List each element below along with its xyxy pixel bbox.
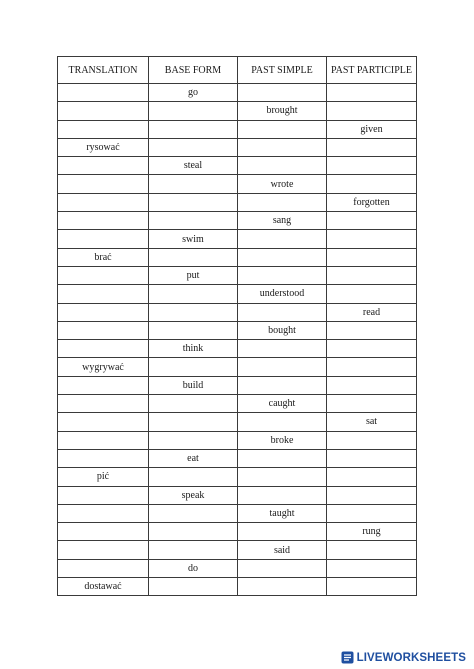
past-participle-cell[interactable] [327, 541, 417, 559]
base-form-cell: speak [149, 486, 238, 504]
past-simple-cell[interactable] [238, 193, 327, 211]
base-form-cell: swim [149, 230, 238, 248]
past-participle-cell[interactable] [327, 449, 417, 467]
past-participle-cell[interactable] [327, 486, 417, 504]
past-participle-cell: given [327, 120, 417, 138]
past-simple-cell[interactable] [238, 303, 327, 321]
past-simple-cell: brought [238, 102, 327, 120]
table-row [58, 212, 417, 230]
past-simple-cell[interactable] [238, 578, 327, 596]
table-row [58, 523, 417, 541]
translation-cell[interactable] [58, 303, 149, 321]
base-form-cell[interactable] [149, 431, 238, 449]
table-row [58, 468, 417, 486]
translation-cell[interactable] [58, 395, 149, 413]
table-row [58, 486, 417, 504]
past-simple-cell[interactable] [238, 486, 327, 504]
past-simple-cell[interactable] [238, 523, 327, 541]
irregular-verbs-table [57, 56, 417, 596]
table-row [58, 358, 417, 376]
translation-cell[interactable] [58, 84, 149, 102]
base-form-cell[interactable] [149, 285, 238, 303]
translation-cell[interactable] [58, 541, 149, 559]
past-simple-cell: taught [238, 504, 327, 522]
base-form-cell[interactable] [149, 395, 238, 413]
past-simple-cell: caught [238, 395, 327, 413]
table-row [58, 102, 417, 120]
past-participle-cell[interactable] [327, 248, 417, 266]
base-form-cell: build [149, 376, 238, 394]
past-participle-cell[interactable] [327, 559, 417, 577]
table-row [58, 541, 417, 559]
translation-cell: wygrywać [58, 358, 149, 376]
past-simple-cell: sang [238, 212, 327, 230]
past-participle-cell: forgotten [327, 193, 417, 211]
base-form-cell: steal [149, 157, 238, 175]
translation-cell[interactable] [58, 340, 149, 358]
table-row [58, 266, 417, 284]
base-form-cell: eat [149, 449, 238, 467]
past-participle-cell[interactable] [327, 358, 417, 376]
base-form-cell[interactable] [149, 102, 238, 120]
translation-cell[interactable] [58, 449, 149, 467]
past-participle-cell[interactable] [327, 468, 417, 486]
translation-cell: brać [58, 248, 149, 266]
past-participle-cell[interactable] [327, 340, 417, 358]
past-simple-cell: understood [238, 285, 327, 303]
table-row [58, 413, 417, 431]
table-row [58, 340, 417, 358]
table-row [58, 395, 417, 413]
base-form-cell[interactable] [149, 541, 238, 559]
translation-cell[interactable] [58, 559, 149, 577]
table-row [58, 157, 417, 175]
past-participle-cell[interactable] [327, 138, 417, 156]
past-participle-cell[interactable] [327, 431, 417, 449]
table-row [58, 193, 417, 211]
past-participle-cell[interactable] [327, 84, 417, 102]
translation-cell: dostawać [58, 578, 149, 596]
table-row [58, 504, 417, 522]
base-form-cell[interactable] [149, 303, 238, 321]
table-row [58, 303, 417, 321]
base-form-cell[interactable] [149, 321, 238, 339]
logo-text: LIVEWORKSHEETS [356, 651, 466, 664]
past-participle-cell[interactable] [327, 285, 417, 303]
base-form-cell[interactable] [149, 212, 238, 230]
table-row [58, 559, 417, 577]
translation-cell[interactable] [58, 193, 149, 211]
past-participle-cell[interactable] [327, 175, 417, 193]
header-translation: TRANSLATION [58, 57, 149, 84]
translation-cell[interactable] [58, 431, 149, 449]
liveworksheets-logo-icon [341, 651, 354, 664]
table-row [58, 248, 417, 266]
base-form-cell[interactable] [149, 120, 238, 138]
base-form-cell[interactable] [149, 504, 238, 522]
table-row [58, 449, 417, 467]
past-simple-cell[interactable] [238, 340, 327, 358]
past-participle-cell[interactable] [327, 578, 417, 596]
translation-cell[interactable] [58, 321, 149, 339]
past-simple-cell[interactable] [238, 468, 327, 486]
translation-cell[interactable] [58, 486, 149, 504]
past-participle-cell: read [327, 303, 417, 321]
past-simple-cell[interactable] [238, 358, 327, 376]
header-past-participle: PAST PARTICIPLE [327, 57, 417, 84]
base-form-cell: do [149, 559, 238, 577]
base-form-cell[interactable] [149, 175, 238, 193]
translation-cell[interactable] [58, 376, 149, 394]
translation-cell[interactable] [58, 212, 149, 230]
table-body [58, 84, 417, 596]
translation-cell[interactable] [58, 504, 149, 522]
past-participle-cell[interactable] [327, 266, 417, 284]
base-form-cell: go [149, 84, 238, 102]
table-row [58, 230, 417, 248]
past-participle-cell: rung [327, 523, 417, 541]
past-simple-cell: broke [238, 431, 327, 449]
base-form-cell[interactable] [149, 523, 238, 541]
past-simple-cell[interactable] [238, 157, 327, 175]
past-participle-cell[interactable] [327, 212, 417, 230]
past-simple-cell[interactable] [238, 120, 327, 138]
translation-cell[interactable] [58, 285, 149, 303]
header-base-form: BASE FORM [149, 57, 238, 84]
table-row [58, 84, 417, 102]
base-form-cell[interactable] [149, 193, 238, 211]
translation-cell[interactable] [58, 102, 149, 120]
liveworksheets-logo [341, 651, 466, 664]
base-form-cell: put [149, 266, 238, 284]
translation-cell: rysować [58, 138, 149, 156]
past-simple-cell: said [238, 541, 327, 559]
base-form-cell[interactable] [149, 413, 238, 431]
table-row [58, 175, 417, 193]
translation-cell[interactable] [58, 230, 149, 248]
past-participle-cell[interactable] [327, 395, 417, 413]
translation-cell[interactable] [58, 266, 149, 284]
table-row [58, 431, 417, 449]
past-participle-cell[interactable] [327, 157, 417, 175]
past-simple-cell[interactable] [238, 84, 327, 102]
base-form-cell[interactable] [149, 138, 238, 156]
past-participle-cell: sat [327, 413, 417, 431]
table-row [58, 376, 417, 394]
past-simple-cell[interactable] [238, 266, 327, 284]
translation-cell[interactable] [58, 523, 149, 541]
past-participle-cell[interactable] [327, 230, 417, 248]
past-simple-cell[interactable] [238, 230, 327, 248]
table-row [58, 578, 417, 596]
past-simple-cell[interactable] [238, 449, 327, 467]
past-participle-cell[interactable] [327, 321, 417, 339]
past-participle-cell[interactable] [327, 504, 417, 522]
translation-cell[interactable] [58, 413, 149, 431]
past-participle-cell[interactable] [327, 376, 417, 394]
past-simple-cell[interactable] [238, 559, 327, 577]
past-participle-cell[interactable] [327, 102, 417, 120]
base-form-cell[interactable] [149, 468, 238, 486]
past-simple-cell[interactable] [238, 138, 327, 156]
table-header-row [58, 57, 417, 84]
past-simple-cell: bought [238, 321, 327, 339]
translation-cell[interactable] [58, 175, 149, 193]
base-form-cell[interactable] [149, 248, 238, 266]
table-row [58, 321, 417, 339]
past-simple-cell: wrote [238, 175, 327, 193]
base-form-cell: think [149, 340, 238, 358]
past-simple-cell[interactable] [238, 376, 327, 394]
base-form-cell[interactable] [149, 578, 238, 596]
header-past-simple: PAST SIMPLE [238, 57, 327, 84]
past-simple-cell[interactable] [238, 248, 327, 266]
table-row [58, 120, 417, 138]
past-simple-cell[interactable] [238, 413, 327, 431]
table-row [58, 138, 417, 156]
base-form-cell[interactable] [149, 358, 238, 376]
table-row [58, 285, 417, 303]
translation-cell[interactable] [58, 157, 149, 175]
translation-cell: pić [58, 468, 149, 486]
translation-cell[interactable] [58, 120, 149, 138]
